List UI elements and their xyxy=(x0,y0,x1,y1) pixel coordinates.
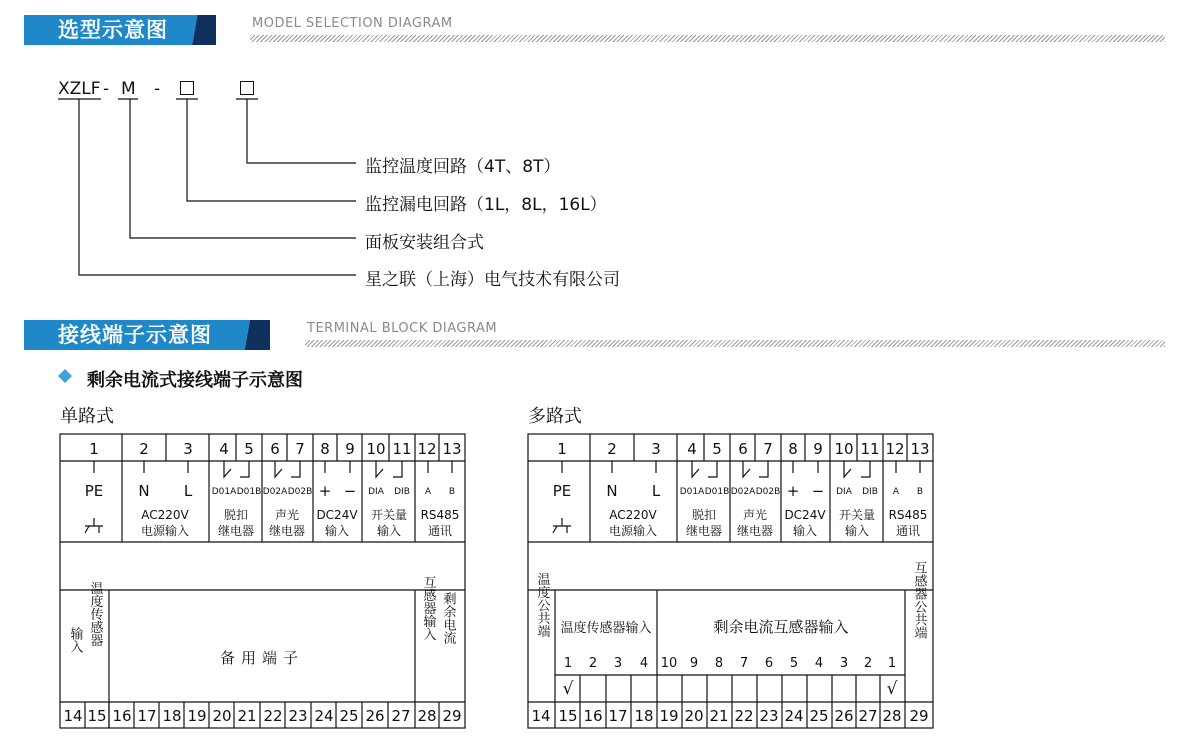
multi-signal-dib: DIB xyxy=(862,487,878,497)
single-signal-l: L xyxy=(183,482,193,500)
single-ct-label-b: 互感器输入 xyxy=(420,575,436,641)
single-top-num-5: 5 xyxy=(244,440,254,458)
single-top-num-12: 12 xyxy=(417,440,437,458)
single-top-num-4: 4 xyxy=(219,440,229,458)
multi-top-num-11: 11 xyxy=(860,440,880,458)
multi-bottom-num-22: 22 xyxy=(734,707,754,725)
multi-func-trip1: 脱扣 xyxy=(691,508,717,522)
single-signal-b: B xyxy=(448,487,456,497)
single-top-num-11: 11 xyxy=(392,440,412,458)
multi-top-num-5: 5 xyxy=(712,440,722,458)
single-func-sw2: 输入 xyxy=(376,524,402,538)
multi-func-dc1: DC24V xyxy=(784,508,826,522)
model-desc-temp: 监控温度回路（4T、8T） xyxy=(365,157,561,177)
multi-bottom-num-29: 29 xyxy=(909,707,929,725)
single-top-num-1: 1 xyxy=(89,440,99,458)
multi-func-dc2: 输入 xyxy=(792,524,818,538)
multi-ct-ch-3: 3 xyxy=(839,656,849,671)
single-ct-label-a: 剩余电流 xyxy=(440,592,456,644)
multi-temp-ch-1: 1 xyxy=(563,656,573,671)
multi-top-num-6: 6 xyxy=(738,440,748,458)
multi-ct-common-label: 互感器公共端 xyxy=(911,561,927,639)
single-bottom-num-15: 15 xyxy=(87,707,107,725)
section-terminal-subtitle: TERMINAL BLOCK DIAGRAM xyxy=(307,321,498,336)
multi-bottom-num-25: 25 xyxy=(809,707,829,725)
multi-top-num-9: 9 xyxy=(813,440,823,458)
single-bottom-num-26: 26 xyxy=(365,707,385,725)
multi-top-num-4: 4 xyxy=(687,440,697,458)
multi-temp-ch-4: 4 xyxy=(639,656,649,671)
multi-func-sound1: 声光 xyxy=(742,508,768,522)
multi-top-num-13: 13 xyxy=(910,440,930,458)
multi-top-num-1: 1 xyxy=(557,440,567,458)
multi-bottom-num-20: 20 xyxy=(684,707,704,725)
single-bottom-num-25: 25 xyxy=(339,707,359,725)
single-signal-a: A xyxy=(424,487,432,497)
multi-signal-d02a: D02A xyxy=(730,487,756,497)
multi-bottom-num-17: 17 xyxy=(608,707,628,725)
multi-check-temp: √ xyxy=(562,679,574,699)
multi-ct-ch-1: 1 xyxy=(887,656,897,671)
single-bottom-num-21: 21 xyxy=(237,707,257,725)
single-func-ac1: AC220V xyxy=(141,508,189,522)
terminal-subheading: 剩余电流式接线端子示意图 xyxy=(87,370,303,391)
multi-bottom-num-23: 23 xyxy=(759,707,779,725)
multi-func-sw2: 输入 xyxy=(844,524,870,538)
multi-bottom-num-18: 18 xyxy=(634,707,654,725)
multi-func-rs2: 通讯 xyxy=(895,524,921,538)
single-signal-minus: − xyxy=(343,482,357,500)
single-func-trip2: 继电器 xyxy=(217,524,255,538)
single-func-trip1: 脱扣 xyxy=(223,508,249,522)
multi-signal-d01b: D01B xyxy=(704,487,730,497)
single-bottom-num-14: 14 xyxy=(63,707,83,725)
ground-icon xyxy=(553,518,571,533)
single-bottom-num-16: 16 xyxy=(112,707,132,725)
multi-ct-ch-7: 7 xyxy=(739,656,749,671)
multi-signal-pe: PE xyxy=(552,482,572,500)
single-top-num-8: 8 xyxy=(320,440,330,458)
multi-func-trip2: 继电器 xyxy=(685,524,723,538)
single-signal-n: N xyxy=(138,482,150,500)
multi-ct-ch-6: 6 xyxy=(764,656,774,671)
model-desc-mount: 面板安装组合式 xyxy=(365,233,484,253)
multi-top-num-7: 7 xyxy=(763,440,773,458)
single-bottom-num-23: 23 xyxy=(288,707,308,725)
multi-func-sw1: 开关量 xyxy=(838,508,876,522)
multi-bottom-num-24: 24 xyxy=(784,707,804,725)
multi-ct-ch-9: 9 xyxy=(689,656,699,671)
single-bottom-num-19: 19 xyxy=(187,707,207,725)
single-bottom-num-18: 18 xyxy=(162,707,182,725)
multi-bottom-num-28: 28 xyxy=(882,707,902,725)
multi-ct-ch-8: 8 xyxy=(714,656,724,671)
single-signal-dib: DIB xyxy=(394,487,410,497)
single-func-dc1: DC24V xyxy=(316,508,358,522)
single-bottom-num-29: 29 xyxy=(442,707,462,725)
multi-signal-d02b: D02B xyxy=(755,487,781,497)
single-bottom-num-20: 20 xyxy=(212,707,232,725)
model-desc-company: 星之联（上海）电气技术有限公司 xyxy=(365,270,620,290)
section-model-subtitle: MODEL SELECTION DIAGRAM xyxy=(252,16,453,31)
single-signal-d02a: D02A xyxy=(262,487,288,497)
multi-ct-ch-4: 4 xyxy=(814,656,824,671)
single-signal-d01a: D01A xyxy=(211,487,237,497)
single-temp-label-a: 温度传感器 xyxy=(87,581,103,647)
multi-bottom-num-26: 26 xyxy=(834,707,854,725)
single-signal-dia: DIA xyxy=(368,487,384,497)
multi-temp-ch-3: 3 xyxy=(613,656,623,671)
multi-ct-ch-2: 2 xyxy=(863,656,873,671)
single-func-sw1: 开关量 xyxy=(370,508,408,522)
model-code-dash-2: - xyxy=(154,79,161,99)
single-top-num-10: 10 xyxy=(366,440,386,458)
multi-temp-common-label: 温度公共端 xyxy=(534,572,550,638)
multi-signal-d01a: D01A xyxy=(679,487,705,497)
single-bottom-num-27: 27 xyxy=(391,707,411,725)
single-func-ac2: 电源输入 xyxy=(140,524,190,538)
multi-label: 多路式 xyxy=(528,406,582,427)
single-func-rs2: 通讯 xyxy=(427,524,453,538)
single-signal-plus: + xyxy=(318,482,332,500)
multi-signal-plus: + xyxy=(786,482,800,500)
multi-signal-b: B xyxy=(916,487,924,497)
multi-signal-minus: − xyxy=(811,482,825,500)
single-bottom-num-17: 17 xyxy=(137,707,157,725)
multi-ct-ch-10: 10 xyxy=(660,656,678,671)
multi-check-ct: √ xyxy=(886,679,898,699)
multi-top-num-10: 10 xyxy=(834,440,854,458)
multi-bottom-num-27: 27 xyxy=(858,707,878,725)
single-top-num-2: 2 xyxy=(139,440,149,458)
single-signal-d01b: D01B xyxy=(236,487,262,497)
multi-bottom-num-15: 15 xyxy=(558,707,578,725)
multi-signal-l: L xyxy=(651,482,661,500)
section-model-title: 选型示意图 xyxy=(24,15,216,45)
multi-func-ac2: 电源输入 xyxy=(608,524,658,538)
multi-signal-n: N xyxy=(606,482,618,500)
single-top-num-3: 3 xyxy=(183,440,193,458)
section-terminal-title: 接线端子示意图 xyxy=(24,320,270,350)
multi-func-ac1: AC220V xyxy=(609,508,657,522)
single-label: 单路式 xyxy=(60,406,114,427)
single-spare-label: 备用端子 xyxy=(219,649,305,667)
model-desc-leak: 监控漏电回路（1L，8L，16L） xyxy=(365,195,607,215)
single-signal-d02b: D02B xyxy=(287,487,313,497)
multi-top-num-8: 8 xyxy=(788,440,798,458)
single-top-num-7: 7 xyxy=(295,440,305,458)
single-bottom-num-28: 28 xyxy=(417,707,437,725)
multi-signal-a: A xyxy=(892,487,900,497)
multi-top-num-3: 3 xyxy=(651,440,661,458)
multi-func-sound2: 继电器 xyxy=(736,524,774,538)
single-top-num-9: 9 xyxy=(345,440,355,458)
model-code-prefix: XZLF xyxy=(58,79,101,99)
single-func-dc2: 输入 xyxy=(324,524,350,538)
multi-top-num-12: 12 xyxy=(885,440,905,458)
single-func-sound1: 声光 xyxy=(274,508,300,522)
single-func-rs1: RS485 xyxy=(420,508,460,522)
multi-signal-dia: DIA xyxy=(836,487,852,497)
multi-ct-input-label: 剩余电流互感器输入 xyxy=(713,618,849,636)
multi-func-rs1: RS485 xyxy=(888,508,928,522)
single-bottom-num-24: 24 xyxy=(314,707,334,725)
single-temp-label-b: 输入 xyxy=(67,627,83,653)
multi-top-num-2: 2 xyxy=(607,440,617,458)
single-bottom-num-22: 22 xyxy=(263,707,283,725)
model-code-dash-1: - xyxy=(103,79,110,99)
single-signal-pe: PE xyxy=(84,482,104,500)
multi-bottom-num-16: 16 xyxy=(583,707,603,725)
model-code-m: M xyxy=(121,79,136,99)
multi-bottom-num-14: 14 xyxy=(531,707,551,725)
single-top-num-6: 6 xyxy=(270,440,280,458)
multi-ct-ch-5: 5 xyxy=(789,656,799,671)
single-func-sound2: 继电器 xyxy=(268,524,306,538)
single-top-num-13: 13 xyxy=(442,440,462,458)
multi-bottom-num-19: 19 xyxy=(659,707,679,725)
multi-temp-input-label: 温度传感器输入 xyxy=(560,621,652,636)
multi-temp-ch-2: 2 xyxy=(588,656,598,671)
multi-bottom-num-21: 21 xyxy=(709,707,729,725)
